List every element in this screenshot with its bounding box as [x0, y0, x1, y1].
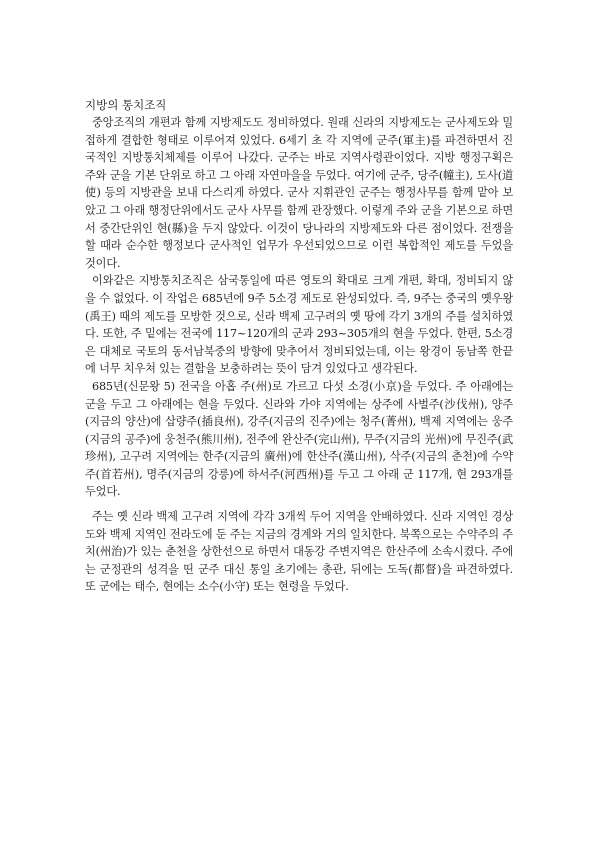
section-title: 지방의 통치조직 — [85, 98, 167, 112]
paragraph-4: 주는 옛 신라 백제 고구려 지역에 각각 3개씩 두어 지역을 안배하였다. 신라 지역인 경상도와 백제 지역인 전라도에 둔 주는 지금의 경계와 거의 일치한다. 북쪽으로는 수약주의 주치(州治)가 있는 춘천을 상한선으로 하면서 대동강 주변지역은 한산주에 소속시켰다. 주에는 군정관의 성격을 띤 군주 대신 통일 초기에는 총관, 뒤에는 도독(都督)을 파견하였다. 또 군에는 태수, 현에는 소수(小守) 또는 현령을 두었다. — [85, 510, 513, 594]
paragraph-1: 중앙조직의 개편과 함께 지방제도도 정비하였다. 원래 신라의 지방제도는 군사제도와 밀접하게 결합한 형태로 이루어져 있었다. 6세기 초 각 지역에 군주(軍主)를 파견하면서 진국적인 지방통치체제를 이루어 나갔다. 군주는 바로 지역사령관이었다. 지방 행정구획은 주와 군을 기본 단위로 하고 그 아래 자연마을을 두었다. 여기에 군주, 당주(幢主), 도사(道使) 등의 지방관을 보내 다스리게 하였다. 군사 지휘관인 군주는 행정사무를 함께 맡아 보았고 그 아래 행정단위에서도 군사 사무를 함께 관장했다. 이렇게 주와 군을 기본으로 하면서 중간단위인 현(縣)을 두지 않았다. 이것이 당나라의 지방제도와 다른 점이었다. 전쟁을 할 때라 순수한 행정보다 군사적인 업무가 우선되었으므로 이런 복합적인 제도를 두었을 것이다. — [85, 116, 513, 270]
paragraph-3: 685년(신문왕 5) 전국을 아홉 주(州)로 가르고 다섯 소경(小京)을 두었다. 주 아래에는 군을 두고 그 아래에는 현을 두었다. 신라와 가야 지역에는 상주에 사벌주(沙伐州), 양주(지금의 양산)에 삽량주(插良州), 강주(지금의 진주)에는 청주(菁州), 백제 지역에는 웅주(지금의 공주)에 웅천주(熊川州), 전주에 완산주(完山州), 무주(지금의 光州)에 무진주(武珍州), 고구려 지역에는 한주(지금의 廣州)에 한산주(漢山州), 삭주(지금의 춘천)에 수약주(首若州), 명주(지금의 강릉)에 하서주(河西州)를 두고 그 아래 군 117개, 현 293개를 두었다. — [85, 379, 513, 499]
paragraph-2: 이와같은 지방통치조직은 삼국통일에 따른 영토의 확대로 크게 개편, 확대, 정비되지 않을 수 없었다. 이 작업은 685년에 9주 5소경 제도로 완성되었다. 즉, 9주는 중국의 옛우왕(禹王) 때의 제도를 모방한 것으로, 신라 백제 고구려의 옛 땅에 각기 3개의 주를 설치하였다. 또한, 주 밑에는 전국에 117~120개의 군과 293~305개의 현을 두었다. 한편, 5소경은 대체로 국토의 동서남북중의 방향에 맞추어서 정비되었는데, 이는 왕경이 동남쪽 한끝에 너무 치우쳐 있는 결함을 보충하려는 뜻이 담겨 있었다고 생각된다. — [85, 274, 513, 376]
